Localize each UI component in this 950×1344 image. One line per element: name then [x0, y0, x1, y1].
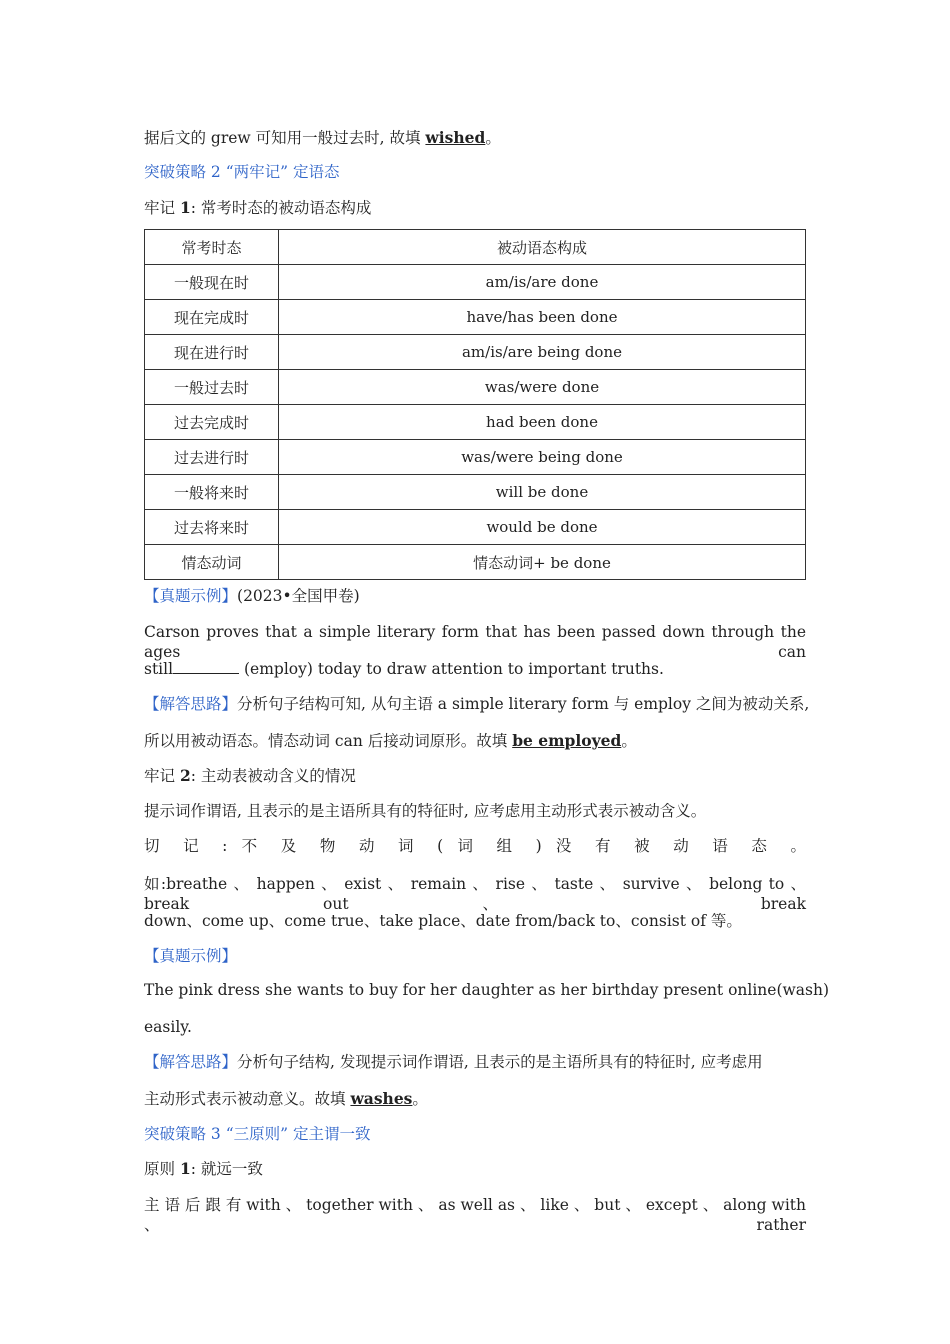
answer-washes: washes [350, 1089, 413, 1108]
passive-form-cell: am/is/are being done [279, 335, 806, 370]
passive-voice-table [144, 229, 806, 580]
passive-form-cell: 被动语态构成 [279, 230, 806, 265]
example-1-heading: 【真题示例】(2023•全国甲卷) [144, 587, 360, 605]
table-row [145, 440, 806, 475]
tense-cell: 过去进行时 [145, 440, 279, 475]
answer-line-wished: 据后文的 grew 可知用一般过去时, 故填 wished。 [144, 128, 501, 147]
analysis-2-line-2: 主动形式表示被动意义。故填 washes。 [144, 1089, 428, 1108]
tense-cell: 现在完成时 [145, 300, 279, 335]
rule-2-heading: 牢记 2: 主动表被动含义的情况 [144, 766, 356, 785]
analysis-tag: 【解答思路】 [144, 695, 238, 713]
table-row [145, 335, 806, 370]
tense-cell: 一般将来时 [145, 475, 279, 510]
example-2-line-1: The pink dress she wants to buy for her daughter as her birthday present online (wash) [144, 981, 830, 999]
analysis-1-line-1: 【解答思路】分析句子结构可知, 从句主语 a simple literary form 与 employ 之间为被动关系, [144, 695, 810, 713]
answer-blank [173, 659, 239, 674]
principle-1-heading: 原则 1: 就远一致 [144, 1159, 263, 1178]
passive-form-cell: was/were done [279, 370, 806, 405]
strategy-3-heading: 突破策略 3 “三原则” 定主谓一致 [144, 1125, 371, 1143]
example-2-heading: 【真题示例】 [144, 947, 238, 965]
table-row [145, 405, 806, 440]
rule-1-heading: 牢记 1: 常考时态的被动语态构成 [144, 198, 372, 217]
last-line: 主 语 后 跟 有 with 、 together with 、 as well as 、 like 、 but 、 except 、 along with 、 rather [144, 1196, 806, 1234]
analysis-tag: 【解答思路】 [144, 1053, 238, 1071]
examples-line-2: down、come up、come true、take place、date from/back to、consist of 等。 [144, 912, 742, 930]
table-row [145, 510, 806, 545]
analysis-1-line-2: 所以用被动语态。情态动词 can 后接动词原形。故填 be employed。 [144, 731, 637, 750]
tense-cell: 情态动词 [145, 545, 279, 580]
tense-cell: 一般现在时 [145, 265, 279, 300]
passive-form-cell: would be done [279, 510, 806, 545]
examples-line-1: 如:breathe 、 happen 、 exist 、 remain 、 rise 、 taste 、 survive 、 belong to 、 break out 、 break [144, 875, 806, 913]
passive-form-cell: 情态动词+ be done [279, 545, 806, 580]
tense-cell: 现在进行时 [145, 335, 279, 370]
tense-cell: 过去将来时 [145, 510, 279, 545]
remember-line: 切 记 : 不 及 物 动 词 ( 词 组 ) 没 有 被 动 语 态 。 [144, 837, 806, 855]
example-2-line-2: easily. [144, 1018, 192, 1036]
analysis-2-line-1: 【解答思路】分析句子结构, 发现提示词作谓语, 且表示的是主语所具有的特征时, 应考虑用 [144, 1053, 763, 1071]
tense-cell: 过去完成时 [145, 405, 279, 440]
table-row [145, 265, 806, 300]
tense-cell: 常考时态 [145, 230, 279, 265]
hint-line: 提示词作谓语, 且表示的是主语所具有的特征时, 应考虑用主动形式表示被动含义。 [144, 802, 707, 820]
example-tag: 【真题示例】 [144, 587, 238, 605]
table-header-row [145, 230, 806, 265]
answer-wished: wished [425, 128, 486, 147]
passive-form-cell: had been done [279, 405, 806, 440]
passive-form-cell: am/is/are done [279, 265, 806, 300]
passive-form-cell: have/has been done [279, 300, 806, 335]
table-row [145, 545, 806, 580]
passive-form-cell: will be done [279, 475, 806, 510]
table-row [145, 300, 806, 335]
example-1-line-1: Carson proves that a simple literary form that has been passed down through the ages can [144, 623, 806, 661]
passive-form-cell: was/were being done [279, 440, 806, 475]
table-row [145, 475, 806, 510]
tense-cell: 一般过去时 [145, 370, 279, 405]
table-row [145, 370, 806, 405]
answer-be-employed: be employed [512, 731, 622, 750]
example-1-line-2: still (employ) today to draw attention to important truths. [144, 660, 664, 678]
strategy-2-heading: 突破策略 2 “两牢记” 定语态 [144, 163, 340, 181]
